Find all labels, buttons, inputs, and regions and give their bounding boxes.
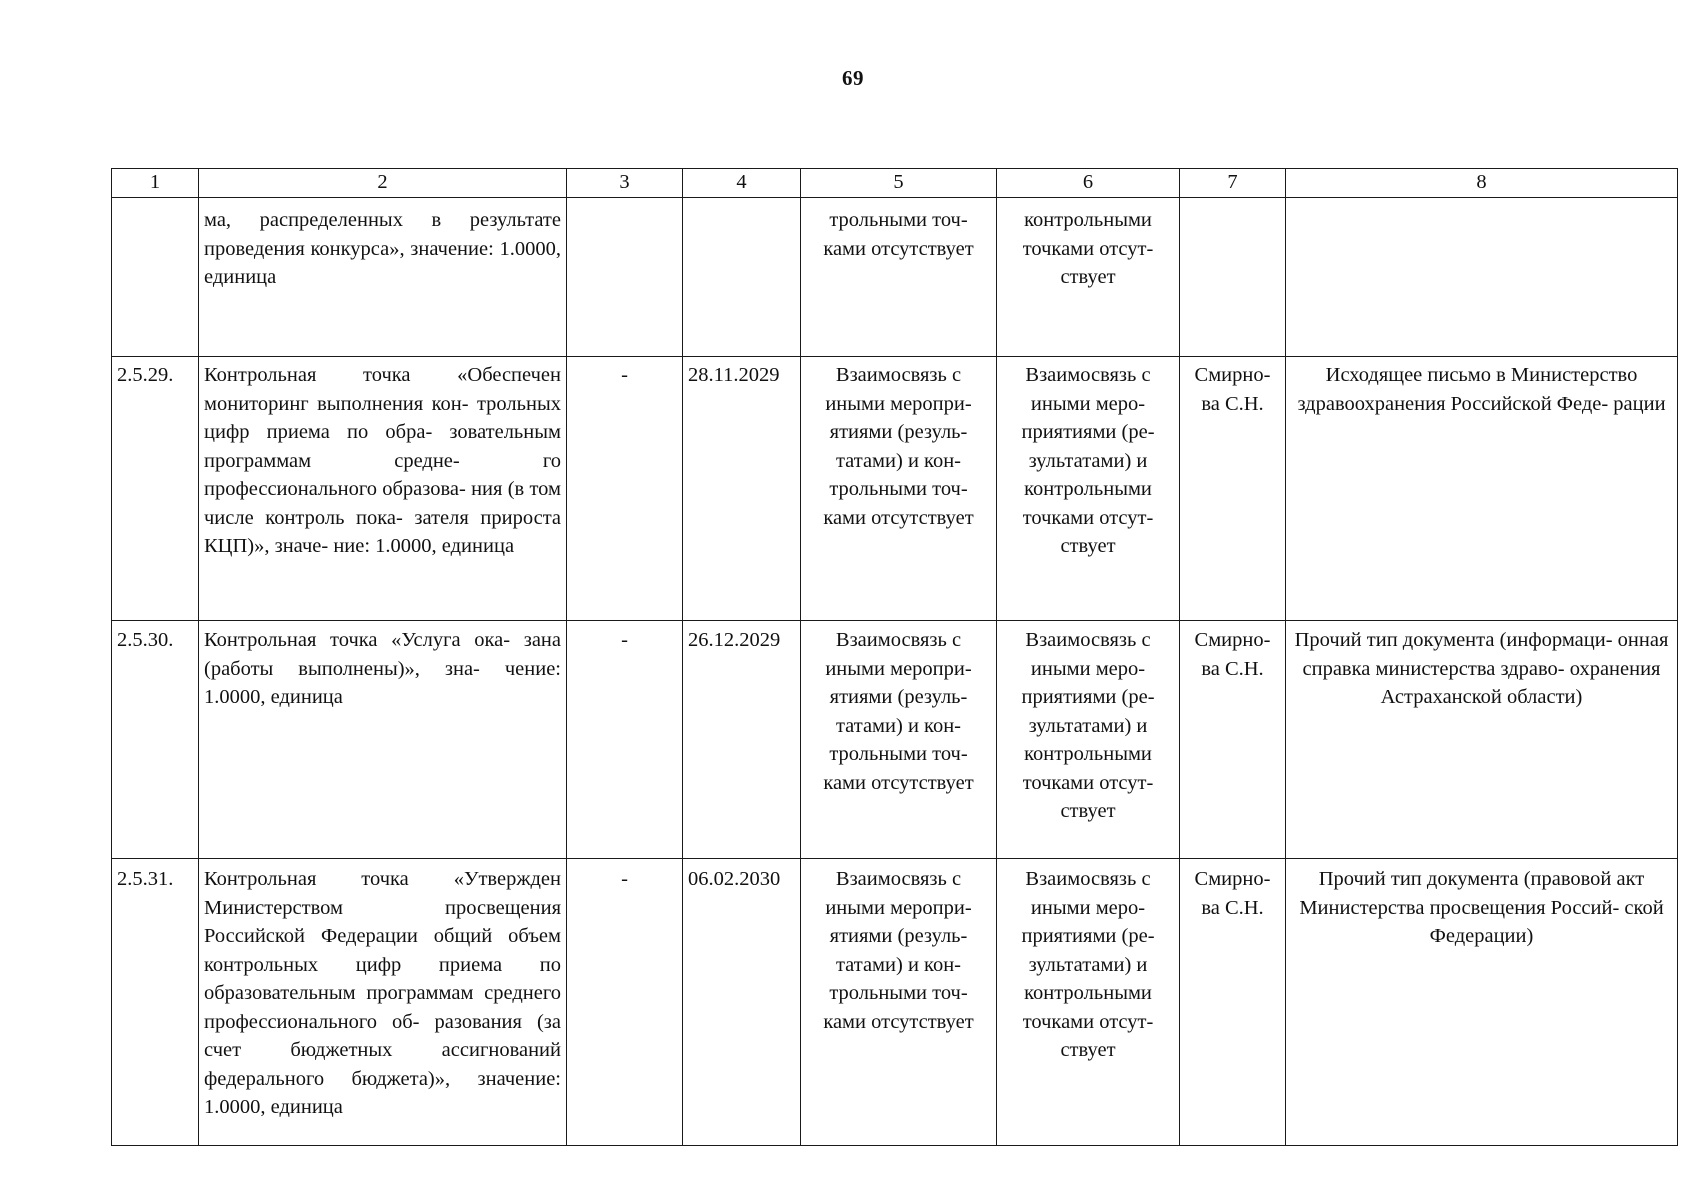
column-header-7: 7 — [1180, 169, 1286, 198]
continuation-col6-text: контрольными точками отсут- ствует — [1022, 209, 1154, 288]
cell-col3: - — [567, 621, 683, 859]
cell-col6 — [997, 198, 1180, 357]
cell-col6: Взаимосвязь с иными меро- приятиями (ре- зультатами) и контрольными точками отсут- ствует — [997, 859, 1180, 1146]
cell-date — [683, 198, 801, 357]
cell-date: 06.02.2030 — [683, 859, 801, 1146]
continuation-name-text: ма, распределенных в результате проведения конкурса», значение: 1.0000, единица — [204, 209, 561, 288]
column-header-8: 8 — [1286, 169, 1678, 198]
cell-number — [112, 198, 199, 357]
cell-document: Исходящее письмо в Министерство здравоохранения Российской Феде- рации — [1286, 357, 1678, 621]
cell-col3 — [567, 198, 683, 357]
table-header-row — [112, 169, 1678, 198]
cell-number: 2.5.29. — [112, 357, 199, 621]
page-number: 69 — [842, 66, 864, 90]
cell-name: Контрольная точка «Утвержден Министерством просвещения Российской Федерации общий объем контрольных цифр приема по образовательным программам среднего профессионального об- разования (за счет бюджетных ассигнований федерального бюджета)», значение: 1.0000, единица — [199, 859, 567, 1146]
control-points-table — [111, 168, 1678, 1146]
cell-name: Контрольная точка «Услуга ока- зана (работы выполнены)», зна- чение: 1.0000, единица — [199, 621, 567, 859]
cell-col5: Взаимосвязь с иными меропри- ятиями (резуль- татами) и кон- трольными точ- ками отсутствует — [801, 357, 997, 621]
cell-date: 28.11.2029 — [683, 357, 801, 621]
cell-col6: Взаимосвязь с иными меро- приятиями (ре- зультатами) и контрольными точками отсут- ствует — [997, 357, 1180, 621]
cell-col5 — [801, 198, 997, 357]
column-header-3: 3 — [567, 169, 683, 198]
column-header-1: 1 — [112, 169, 199, 198]
cell-number: 2.5.30. — [112, 621, 199, 859]
table-row — [112, 621, 1678, 859]
cell-col5: Взаимосвязь с иными меропри- ятиями (резуль- татами) и кон- трольными точ- ками отсутствует — [801, 859, 997, 1146]
cell-col3: - — [567, 357, 683, 621]
cell-responsible: Смирно- ва С.Н. — [1180, 357, 1286, 621]
table-row — [112, 859, 1678, 1146]
column-header-4: 4 — [683, 169, 801, 198]
continuation-col5-text: трольными точ- ками отсутствует — [823, 209, 974, 260]
cell-document — [1286, 198, 1678, 357]
column-header-6: 6 — [997, 169, 1180, 198]
cell-col5: Взаимосвязь с иными меропри- ятиями (резуль- татами) и кон- трольными точ- ками отсутствует — [801, 621, 997, 859]
cell-col3: - — [567, 859, 683, 1146]
cell-date: 26.12.2029 — [683, 621, 801, 859]
table-row — [112, 357, 1678, 621]
cell-responsible: Смирно- ва С.Н. — [1180, 621, 1286, 859]
column-header-5: 5 — [801, 169, 997, 198]
cell-name: Контрольная точка «Обеспечен мониторинг выполнения кон- трольных цифр приема по обра- зовательным программам средне- го профессионального образова- ния (в том числе контроль пока- зателя прироста КЦП)», значе- ние: 1.0000, единица — [199, 357, 567, 621]
cell-responsible: Смирно- ва С.Н. — [1180, 859, 1286, 1146]
cell-responsible — [1180, 198, 1286, 357]
table-row-continuation — [112, 198, 1678, 357]
cell-name — [199, 198, 567, 357]
column-header-2: 2 — [199, 169, 567, 198]
cell-col6: Взаимосвязь с иными меро- приятиями (ре- зультатами) и контрольными точками отсут- ствует — [997, 621, 1180, 859]
cell-document: Прочий тип документа (информаци- онная справка министерства здраво- охранения Астраханской области) — [1286, 621, 1678, 859]
cell-number: 2.5.31. — [112, 859, 199, 1146]
cell-document: Прочий тип документа (правовой акт Министерства просвещения Россий- ской Федерации) — [1286, 859, 1678, 1146]
